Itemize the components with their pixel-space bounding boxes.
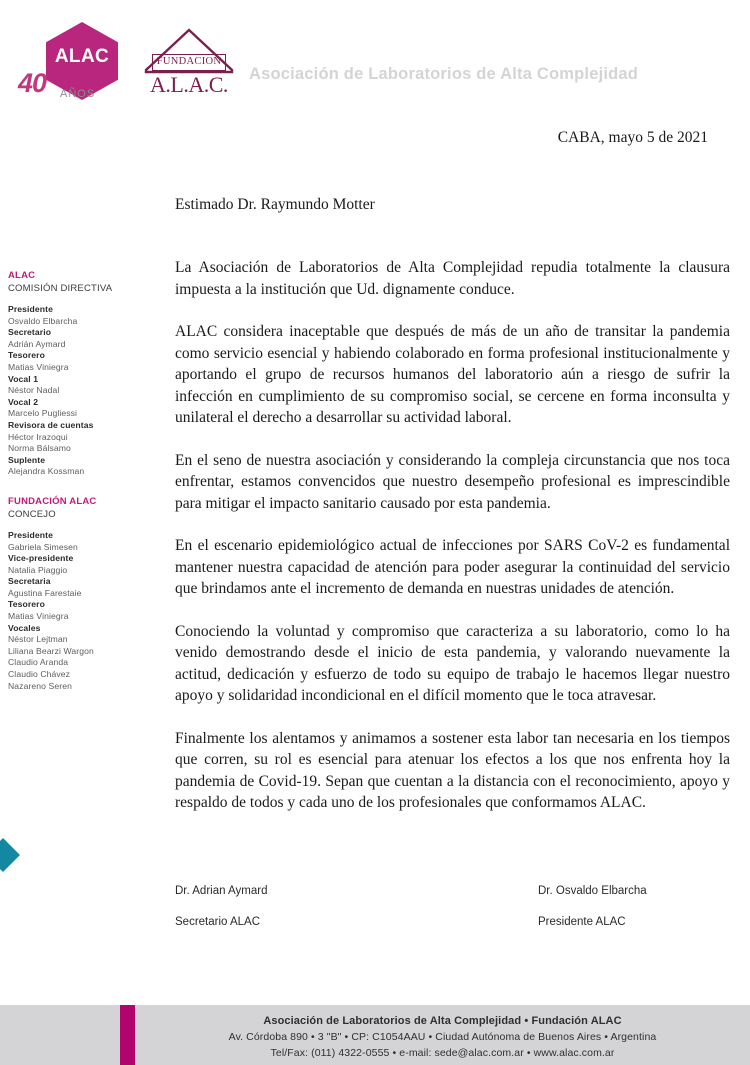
sidebar-role-label: Vocales	[8, 622, 41, 633]
fundacion-alac-logo	[140, 28, 238, 100]
alac-logo	[18, 22, 126, 108]
signature-right-name: Dr. Osvaldo Elbarcha	[538, 885, 647, 897]
letter-salutation: Estimado Dr. Raymundo Motter	[175, 196, 375, 213]
sidebar-person-name: Claudio Aranda	[8, 657, 69, 668]
sidebar-person-name: Adrián Aymard	[8, 338, 66, 349]
sidebar-role-label: Presidente	[8, 304, 53, 314]
letter-paragraph: En el seno de nuestra asociación y considerando la compleja circunstancia que nos toca enfrentar, estamos convencidos que nuestro desempeño profesional es imprescindible para mitigar el impacto sanitario causado por esta pandemia.	[175, 451, 730, 512]
sidebar-person-name: Marcelo Pugliessi	[8, 408, 78, 419]
organization-title: Asociación de Laboratorios de Alta Complejidad	[249, 65, 639, 83]
sidebar-person-name: Néstor Nadal	[8, 385, 60, 396]
sidebar-person-name: Héctor Irazoqui	[8, 431, 68, 442]
teal-diamond-decoration	[0, 838, 20, 872]
sidebar-block-org: FUNDACIÓN ALAC	[8, 495, 97, 507]
sidebar-role-label: Vocal 2	[8, 396, 39, 407]
sidebar-person-name: Osvaldo Elbarcha	[8, 315, 78, 326]
sidebar-person-name: Liliana Bearzi Wargon	[8, 645, 94, 656]
sidebar-person-name: Claudio Chávez	[8, 669, 71, 680]
letter-paragraph: ALAC considera inaceptable que después de más de un año de transitar la pandemia como servicio esencial y habiendo colaborado en forma profesional institucionalmente y aportando el grupo de recursos humanos del laboratorio aún a riesgo de sufrir la infección en cumplimiento de su compromiso social, se cercene en forma inconsulta y unilateral el derecho a desarrollar su actividad laboral.	[175, 323, 730, 426]
sidebar-block	[8, 496, 126, 692]
sidebar-person-name: Norma Bálsamo	[8, 443, 71, 454]
sidebar-block-org: ALAC	[8, 270, 36, 281]
footer-line-organizations: Asociación de Laboratorios de Alta Complejidad • Fundación ALAC	[263, 1015, 622, 1027]
sidebar-role-label: Secretario	[8, 327, 52, 338]
sidebar-block-subtitle: CONCEJO	[8, 508, 56, 520]
letterhead	[0, 0, 750, 118]
signature-roles-row	[175, 916, 695, 928]
sidebar-role-label: Presidente	[8, 529, 53, 540]
sidebar-role-label: Tesorero	[8, 599, 45, 610]
letter-paragraph: Conociendo la voluntad y compromiso que caracteriza a su laboratorio, como lo ha venido demostrando desde el inicio de esta pandemia, y valorando nuevamente la actitud, dedicación y esfuerzo de todo su equipo de trabajo le hacemos llegar nuestro apoyo y solidaridad incondicional en el difícil momento que le toca atravesar.	[175, 622, 730, 704]
sidebar-person-name: Agustina Farestaie	[8, 587, 82, 598]
signature-right-role: Presidente ALAC	[538, 916, 626, 928]
signature-left-role: Secretario ALAC	[175, 916, 261, 928]
footer-contact-info	[135, 1005, 750, 1065]
alac-logo-text: ALAC	[54, 46, 110, 67]
sidebar-person-name: Matias Viniegra	[8, 361, 69, 372]
page-footer	[0, 1005, 750, 1065]
letter-paragraphs	[175, 257, 730, 814]
anniversary-number: 40	[18, 68, 47, 98]
sidebar-person-name: Matias Viniegra	[8, 611, 69, 622]
sidebar-role-label: Revisora de cuentas	[8, 419, 94, 430]
sidebar-person-name: Nazareno Seren	[8, 680, 72, 691]
sidebar-person-name: Gabriela Simesen	[8, 541, 78, 552]
sidebar-role-label: Suplente	[8, 454, 46, 465]
signature-block	[175, 885, 695, 928]
sidebar-board-members	[8, 270, 126, 710]
letter-body	[175, 118, 730, 814]
signature-left-name: Dr. Adrian Aymard	[175, 885, 268, 897]
letter-paragraph: Finalmente los alentamos y animamos a sostener esta labor tan necesaria en los tiempos que corren, su rol es esencial para atenuar los efectos a los que nos enfrenta hoy la pandemia de Covid-19. Sepan que cuentan a la distancia con el reconocimiento, apoyo y respaldo de todos y cada uno de los profesionales que conformamos ALAC.	[175, 729, 730, 811]
fundacion-word: FUNDACION	[152, 54, 226, 71]
sidebar-person-name: Alejandra Kossman	[8, 466, 85, 477]
sidebar-person-name: Natalia Piaggio	[8, 564, 68, 575]
sidebar-person-name: Néstor Lejtman	[8, 634, 68, 645]
sidebar-block-subtitle: COMISIÓN DIRECTIVA	[8, 283, 113, 294]
signature-names-row	[175, 885, 695, 897]
sidebar-block	[8, 270, 126, 478]
sidebar-role-label: Vice-presidente	[8, 553, 74, 564]
footer-line-contact: Tel/Fax: (011) 4322-0555 • e-mail: sede@alac.com.ar • www.alac.com.ar	[270, 1047, 615, 1059]
sidebar-role-label: Vocal 1	[8, 373, 39, 384]
letter-paragraph: La Asociación de Laboratorios de Alta Complejidad repudia totalmente la clausura impuesta a la institución que Ud. dignamente conduce.	[175, 259, 730, 298]
footer-accent-bar	[120, 1005, 135, 1065]
sidebar-role-label: Tesorero	[8, 350, 45, 361]
fundacion-name: A.L.A.C.	[150, 72, 228, 97]
footer-line-address: Av. Córdoba 890 • 3 "B" • CP: C1054AAU • Ciudad Autónoma de Buenos Aires • Argentina	[228, 1031, 657, 1043]
letter-paragraph: En el escenario epidemiológico actual de infecciones por SARS CoV-2 es fundamental mantener nuestra capacidad de atención para poder asegurar la continuidad del servicio que brindamos ante el incremento de demanda en nuestras unidades de atención.	[175, 537, 730, 597]
sidebar-role-label: Secretaria	[8, 576, 51, 587]
letter-date: CABA, mayo 5 de 2021	[557, 129, 708, 146]
anniversary-word: AÑOS	[60, 88, 96, 100]
